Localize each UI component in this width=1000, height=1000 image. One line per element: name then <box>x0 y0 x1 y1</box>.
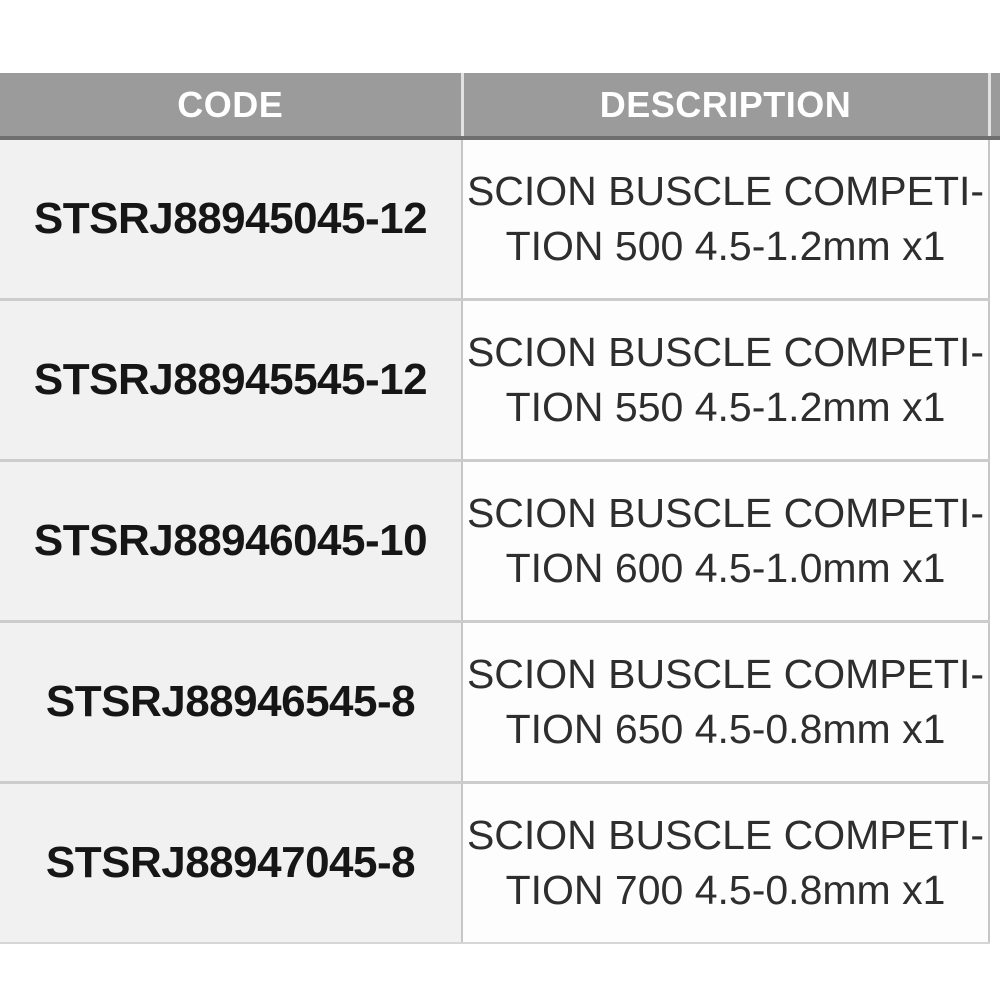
code-cell: STSRJ88946545-8 <box>0 622 462 783</box>
clipped-cell <box>989 300 1000 461</box>
clipped-cell <box>989 622 1000 783</box>
code-cell: STSRJ88945045-12 <box>0 138 462 300</box>
code-cell: STSRJ88945545-12 <box>0 300 462 461</box>
column-header-code: CODE <box>0 73 462 138</box>
code-cell: STSRJ88947045-8 <box>0 783 462 944</box>
clipped-cell <box>989 461 1000 622</box>
description-line: TION 500 4.5-1.2mm x1 <box>505 223 946 269</box>
description-line: SCION BUSCLE COMPETI- <box>466 329 985 375</box>
description-cell <box>462 138 989 300</box>
description-line: TION 700 4.5-0.8mm x1 <box>505 867 946 913</box>
description-line: SCION BUSCLE COMPETI- <box>466 168 985 214</box>
description-cell <box>462 622 989 783</box>
table-row <box>0 300 1000 461</box>
column-header-clipped <box>989 73 1000 138</box>
header-row <box>0 73 1000 138</box>
description-line: TION 600 4.5-1.0mm x1 <box>505 545 946 591</box>
description-line: SCION BUSCLE COMPETI- <box>466 651 985 697</box>
description-cell <box>462 300 989 461</box>
product-spec-table <box>0 73 1000 944</box>
description-cell <box>462 461 989 622</box>
column-header-description: DESCRIPTION <box>462 73 989 138</box>
code-cell: STSRJ88946045-10 <box>0 461 462 622</box>
description-line: TION 650 4.5-0.8mm x1 <box>505 706 946 752</box>
clipped-cell <box>989 138 1000 300</box>
table-row <box>0 461 1000 622</box>
description-cell <box>462 783 989 944</box>
clipped-cell <box>989 783 1000 944</box>
table-row <box>0 783 1000 944</box>
table-row <box>0 622 1000 783</box>
description-line: TION 550 4.5-1.2mm x1 <box>505 384 946 430</box>
description-line: SCION BUSCLE COMPETI- <box>466 490 985 536</box>
description-line: SCION BUSCLE COMPETI- <box>466 812 985 858</box>
table-row <box>0 138 1000 300</box>
